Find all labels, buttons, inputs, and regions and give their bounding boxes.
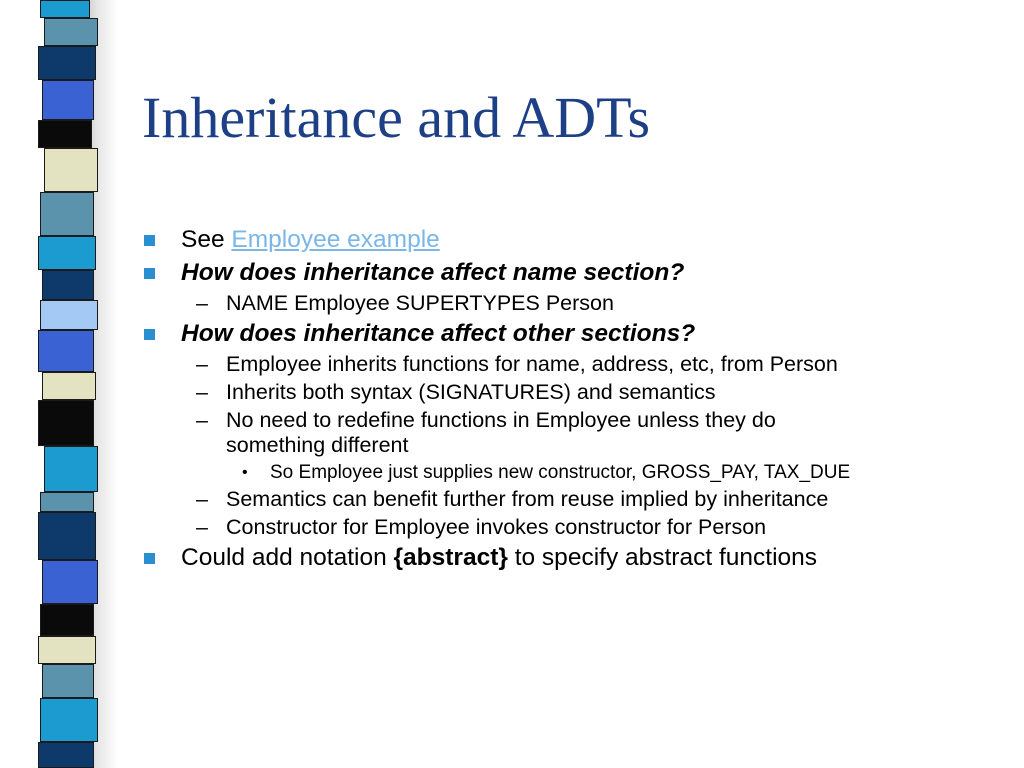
bullet-text: Employee inherits functions for name, address, etc, from Person	[226, 352, 838, 376]
strip-segment	[44, 446, 98, 492]
strip-segment	[40, 300, 98, 330]
dash-bullet-icon: –	[196, 291, 208, 315]
bullet-text: How does inheritance affect other sections?	[181, 320, 696, 347]
bullet-text-suffix: to specify abstract functions	[507, 544, 818, 571]
bullet-text: No need to redefine functions in Employee unless they do something different	[226, 408, 776, 457]
strip-segment	[38, 46, 96, 80]
dash-bullet-icon: –	[196, 380, 208, 404]
sub-bullet-syntax-semantics	[142, 380, 1002, 405]
sub-bullet-constructor-invokes	[142, 515, 1002, 540]
bullet-text: Inherits both syntax (SIGNATURES) and semantics	[226, 380, 716, 404]
sub-bullet-semantics-reuse	[142, 487, 1002, 512]
bullet-text: Semantics can benefit further from reuse implied by inheritance	[226, 487, 829, 511]
strip-segment	[42, 560, 98, 604]
bullet-text: So Employee just supplies new constructor, GROSS_PAY, TAX_DUE	[270, 462, 851, 483]
sub-sub-bullet-supplies-constructor	[142, 462, 1002, 484]
strip-segment	[38, 512, 96, 560]
sub-bullet-inherits-functions	[142, 352, 1002, 377]
bullet-text: How does inheritance affect name section?	[181, 259, 685, 286]
strip-segment	[44, 18, 98, 46]
square-bullet-icon	[144, 268, 155, 279]
strip-segment	[40, 0, 90, 18]
sub-bullet-name-supertypes	[142, 291, 1002, 316]
slide-title: Inheritance and ADTs	[142, 85, 651, 150]
strip-segment	[38, 120, 92, 148]
dash-bullet-icon: –	[196, 515, 208, 539]
strip-segment	[38, 742, 94, 768]
strip-segment	[44, 148, 98, 192]
bullet-text: Constructor for Employee invokes constructor for Person	[226, 515, 767, 539]
strip-segment	[38, 330, 94, 372]
strip-segment	[42, 270, 94, 300]
decorative-color-strip	[38, 0, 98, 768]
strip-segment	[40, 698, 98, 742]
dash-bullet-icon: –	[196, 487, 208, 511]
dash-bullet-icon: –	[196, 408, 208, 432]
bullet-other-sections-question	[142, 319, 1002, 349]
strip-segment	[38, 636, 96, 664]
abstract-keyword: {abstract}	[393, 544, 508, 571]
strip-segment	[40, 604, 94, 636]
employee-example-link[interactable]: Employee example	[231, 226, 440, 253]
bullet-text: See	[181, 226, 232, 253]
dash-bullet-icon: –	[196, 352, 208, 376]
bullet-text: Could add notation	[181, 544, 394, 571]
strip-segment	[42, 372, 96, 400]
bullet-abstract-notation	[142, 543, 1002, 573]
strip-segment	[38, 400, 94, 446]
square-bullet-icon	[144, 235, 155, 246]
strip-segment	[40, 192, 94, 236]
strip-segment	[42, 80, 94, 120]
strip-segment	[40, 492, 94, 512]
bullet-text: NAME Employee SUPERTYPES Person	[226, 291, 614, 315]
dot-bullet-icon: •	[242, 464, 248, 481]
strip-segment	[42, 664, 94, 698]
square-bullet-icon	[144, 553, 155, 564]
bullet-name-section-question	[142, 258, 1002, 288]
square-bullet-icon	[144, 329, 155, 340]
strip-segment	[38, 236, 96, 270]
sub-bullet-no-need-redefine	[142, 408, 866, 458]
bullet-see-example	[142, 225, 1002, 255]
slide-body	[142, 222, 1002, 576]
